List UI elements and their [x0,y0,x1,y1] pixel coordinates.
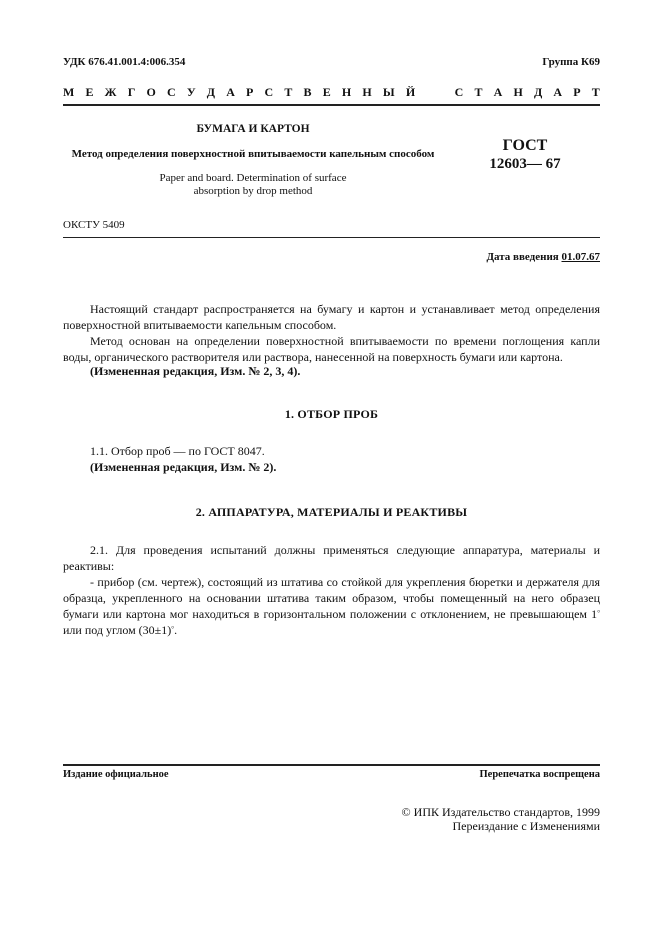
section-1-amendment-note: (Измененная редакция, Изм. № 2). [90,460,277,474]
heading-letter: Е [322,85,331,99]
oksty-code: ОКСТУ 5409 [63,219,125,231]
title-rule [63,237,600,238]
section-2-paragraph-2-mid: или под углом (30±1) [63,623,172,637]
degree-sign: ° [171,625,175,633]
heading-letter: Р [246,85,254,99]
english-title-line2: absorption by drop method [193,185,313,197]
doc-subtitle: Метод определения поверхностной впитываемости капельным способом [71,148,435,160]
section-2-paragraph-2-end: . [174,623,178,637]
section-1-paragraph: 1.1. Отбор проб — по ГОСТ 8047. [90,444,265,458]
heading-letter: Г [127,85,136,99]
heading-letter: Н [341,85,352,99]
heading-letter: В [303,85,312,99]
intro-amendment-note: (Измененная редакция, Изм. № 2, 3, 4). [90,364,301,378]
gost-label: ГОСТ [502,137,548,154]
intro-date [486,251,600,263]
section-1-title: 1. ОТБОР ПРОБ [284,407,379,421]
doc-title: БУМАГА И КАРТОН [196,123,310,135]
section-2-title: 2. АППАРАТУРА, МАТЕРИАЛЫ И РЕАКТИВЫ [195,505,468,519]
group-code: Группа К69 [542,56,600,68]
heading-gap [440,85,443,100]
heading-letter: Д [206,85,216,99]
heading-letter: Р [573,85,581,99]
heading-letter: О [146,85,156,99]
heading-letter: Н [362,85,372,99]
udk-code: УДК 676.41.001.4:006.354 [63,56,186,68]
footer-rule [63,764,600,766]
heading-letter: Ж [104,85,117,99]
reissue-note: Переиздание с Изменениями [452,819,600,833]
heading-letter: А [493,85,503,99]
heading-letter: Ы [382,85,395,99]
heading-letter: М [63,85,75,99]
section-2-paragraph-1: 2.1. Для проведения испытаний должны применяться следующие аппаратура, материалы и реактивы: [63,543,600,573]
heading-letter: Е [85,85,94,99]
heading-letter: С [264,85,274,99]
degree-sign: ° [597,609,600,617]
intro-paragraph-1: Настоящий стандарт распространяется на бумагу и картон и устанавливает метод определения поверхностной впитываемости капельным способом. [63,302,600,332]
heading-letter: С [166,85,176,99]
heading-letter: Н [513,85,523,99]
heading-letter: Й [405,85,416,99]
header-rule [63,104,600,106]
heading-letter: Д [533,85,543,99]
heading-letter: А [553,85,563,99]
heading-letter: Т [474,85,483,99]
section-2-paragraph-2-text: - прибор (см. чертеж), состоящий из штатива со стойкой для укрепления бюретки и держателя для образца, укрепленного на основании штатива таким образом, чтобы помещенный на него образец бумаги или картона мог находиться в горизонтальном положении с отклонением, не превышающем 1 [63,575,600,621]
intro-paragraph-2: Метод основан на определении поверхностной впитываемости по времени поглощения капли воды, органического растворителя или раствора, нанесенной на поверхность бумаги или картона. [63,334,600,364]
copyright: © ИПК Издательство стандартов, 1999 [401,805,600,819]
interstate-standard-heading [63,85,600,100]
heading-letter: У [186,85,196,99]
english-title-line1: Paper and board. Determination of surface [159,172,347,184]
section-2-paragraph-2 [63,574,600,638]
official-edition: Издание официальное [63,769,169,780]
heading-letter: Т [591,85,600,99]
heading-letter: А [226,85,235,99]
heading-letter: Т [284,85,293,99]
intro-date-value: 01.07.67 [561,251,600,263]
gost-number: 12603— 67 [489,156,561,172]
heading-letter: С [454,85,464,99]
heading-gap [426,85,429,100]
reprint-prohibited: Перепечатка воспрещена [479,769,600,780]
intro-date-label: Дата введения [486,251,559,263]
